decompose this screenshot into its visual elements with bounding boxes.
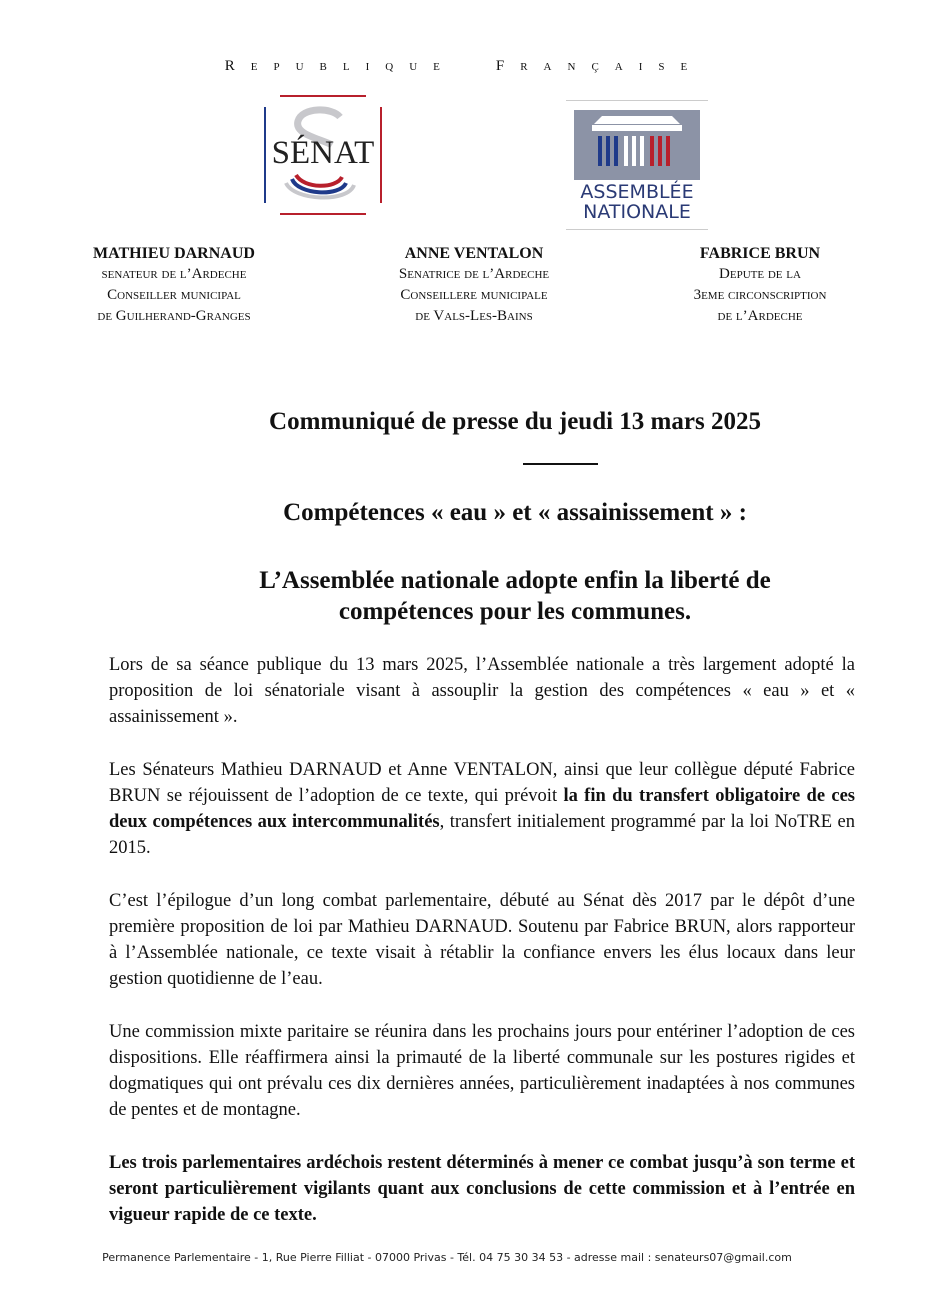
paragraph-3: C’est l’épilogue d’un long combat parlementaire, débuté au Sénat dès 2017 par le dépôt d’une première proposition de loi par Mathieu DARNAUD. Soutenu par Fabrice BRUN, alors rapporteur à l’Assemblée nationale, ce texte visait à rétablir la confiance envers les élus locaux dans leur gestion quotidienne de l’eau.	[109, 891, 855, 989]
assemblee-nationale-logo	[566, 100, 708, 230]
signatory-ventalon	[344, 244, 604, 327]
signatory-title-line: de Vals-Les-Bains	[415, 308, 533, 324]
paragraph-1: Lors de sa séance publique du 13 mars 2025, l’Assemblée nationale a très largement adopté la proposition de loi sénatoriale visant à assouplir la gestion des compétences « eau » et « assainissement ».	[109, 655, 855, 727]
press-release-subject: Compétences « eau » et « assainissement » :	[283, 499, 747, 526]
signatory-title-line: de Guilherand-Granges	[97, 308, 251, 324]
title-divider	[523, 463, 598, 465]
press-release-title: Communiqué de presse du jeudi 13 mars 2025	[269, 408, 761, 435]
signatory-title-line: Senatrice de l’Ardeche	[398, 266, 550, 282]
paragraph-2-start: Les Sénateurs Mathieu DARNAUD et Anne VENTALON, ainsi que leur collègue député Fabrice BRUN se réjouissent de l’adoption de ce texte, qui prévoit	[109, 760, 855, 806]
paragraph-2-end: , transfert initialement programmé par la loi NoTRE en 2015.	[109, 812, 855, 858]
signatory-title-line: de l’Ardeche	[717, 308, 803, 324]
republique-francaise-header	[0, 58, 928, 75]
senat-logo	[262, 95, 384, 215]
signatory-darnaud	[44, 244, 304, 327]
signatory-name: ANNE VENTALON	[404, 245, 544, 262]
assemblee-wordmark-line1: ASSEMBLÉE	[580, 181, 694, 203]
signatory-title-line: 3eme circonscription	[693, 287, 827, 303]
francaise-word: Française	[495, 58, 704, 74]
press-release-body	[109, 652, 855, 1255]
signatory-title-line: Conseillere municipale	[400, 287, 548, 303]
assemblee-wordmark-line2: NATIONALE	[583, 201, 691, 223]
headline-line-1: L’Assemblée nationale adopte enfin la liberté de	[259, 567, 771, 594]
signatory-title-line: senateur de l’Ardeche	[101, 266, 247, 282]
footer-contact: Permanence Parlementaire - 1, Rue Pierre Filliat - 07000 Privas - Tél. 04 75 30 34 53 - adresse mail : senateurs07@gmail.com	[102, 1251, 792, 1264]
republique-word: Republique	[224, 58, 456, 74]
assemblee-building-icon	[574, 110, 700, 180]
headline-line-2: compétences pour les communes.	[338, 598, 692, 625]
paragraph-2	[109, 757, 855, 861]
paragraph-4: Une commission mixte paritaire se réunira dans les prochains jours pour entériner l’adoption de ces dispositions. Elle réaffirmera ainsi la primauté de la liberté communale sur les postures rigides et dogmatiques qui ont prévalu ces dix dernières années, particulièrement inadaptées à nos communes de pentes et de montagne.	[109, 1022, 855, 1120]
signatory-name: MATHIEU DARNAUD	[93, 245, 255, 262]
signatory-title-line: Conseiller municipal	[107, 287, 241, 303]
press-release-headline	[0, 565, 928, 627]
signatory-brun	[630, 244, 890, 327]
senat-wordmark: SÉNAT	[271, 135, 375, 171]
paragraph-5: Les trois parlementaires ardéchois restent déterminés à mener ce combat jusqu’à son terme et seront particulièrement vigilants quant aux conclusions de cette commission et à l’entrée en vigueur rapide de ce texte.	[109, 1153, 855, 1225]
signatory-title-line: Depute de la	[719, 266, 801, 282]
paragraph-2-emphasis: la fin du transfert obligatoire de ces deux compétences aux intercommunalités	[109, 786, 856, 832]
signatory-name: FABRICE BRUN	[699, 245, 821, 262]
